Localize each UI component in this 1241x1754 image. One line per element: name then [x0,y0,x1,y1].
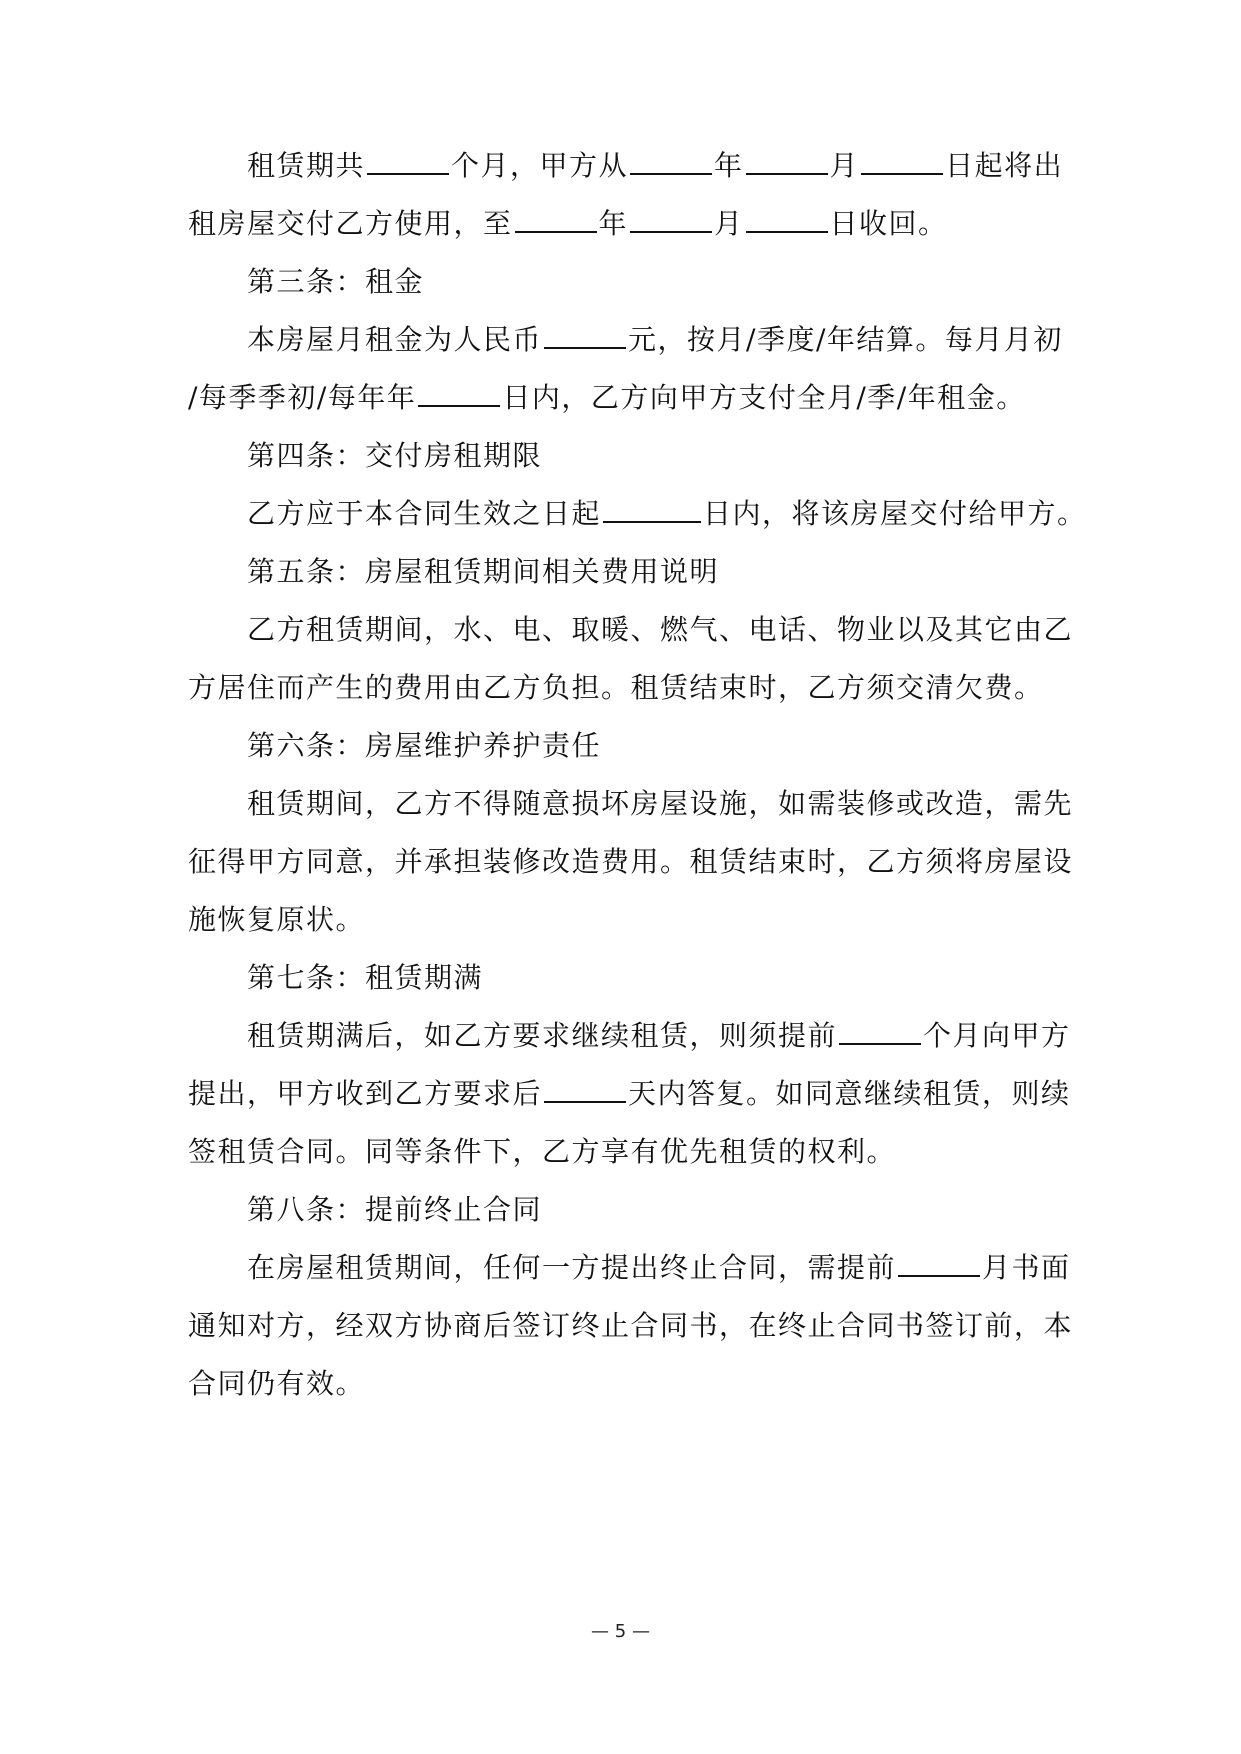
paragraph-lease-term-line-2 [188,204,948,244]
text-segment: 个月，甲方从 [451,149,629,182]
paragraph-maintenance-line-3: 施恢复原状。 [188,903,366,936]
article-3-heading: 第三条：租金 [247,265,425,298]
paragraph-maintenance-line-2: 征得甲方同意，并承担装修改造费用。租赁结束时，乙方须将房屋设 [188,845,1074,878]
text-segment: 日起将出 [945,149,1064,182]
text-segment: 月 [829,149,860,182]
blank-field[interactable] [839,1017,921,1045]
blank-field[interactable] [544,321,626,349]
paragraph-expenses-line-1: 乙方租赁期间，水、电、取暖、燃气、电话、物业以及其它由乙 [247,613,1074,646]
article-5-heading: 第五条：房屋租赁期间相关费用说明 [247,555,720,588]
blank-field[interactable] [418,379,500,407]
text-segment: 在房屋租赁期间，任何一方提出终止合同，需提前 [247,1251,897,1284]
blank-field[interactable] [603,495,701,523]
paragraph-expiry-line-1 [247,1016,1071,1056]
text-segment: /每季季初/每年年 [188,381,417,414]
blank-field[interactable] [544,1075,626,1103]
paragraph-maintenance-line-1: 租赁期间，乙方不得随意损坏房屋设施，如需装修或改造，需先 [247,787,1074,820]
paragraph-expiry-line-2 [188,1074,1071,1114]
paragraph-rent-line-1 [247,320,1063,360]
paragraph-expiry-line-3: 签租赁合同。同等条件下，乙方享有优先租赁的权利。 [188,1135,897,1168]
text-segment: 乙方应于本合同生效之日起 [247,497,602,530]
text-segment: 月书面 [982,1251,1071,1284]
article-7-heading: 第七条：租赁期满 [247,961,484,994]
paragraph-lease-term-line-1 [247,146,1063,186]
text-segment: 个月向甲方 [923,1019,1071,1052]
text-segment: 日内，乙方向甲方支付全月/季/年租金。 [502,381,1026,414]
paragraph-rent-line-2 [188,378,1026,418]
article-6-heading: 第六条：房屋维护养护责任 [247,729,602,762]
text-segment: 日内，将该房屋交付给甲方。 [703,497,1087,530]
paragraph-termination-line-3: 合同仍有效。 [188,1367,366,1400]
blank-field[interactable] [746,205,828,233]
paragraph-delivery-line-1 [247,494,1087,534]
paragraph-expenses-line-2: 方居住而产生的费用由乙方负担。租赁结束时，乙方须交清欠费。 [188,671,1044,704]
blank-field[interactable] [630,205,712,233]
text-segment: 日收回。 [829,207,948,240]
blank-field[interactable] [367,147,449,175]
text-segment: 租赁期共 [247,149,366,182]
article-8-heading: 第八条：提前终止合同 [247,1193,543,1226]
text-segment: 提出，甲方收到乙方要求后 [188,1077,543,1110]
paragraph-termination-line-2: 通知对方，经双方协商后签订终止合同书，在终止合同书签订前，本 [188,1309,1074,1342]
text-segment: 年 [714,149,744,182]
blank-field[interactable] [898,1249,980,1277]
text-segment: 租赁期满后，如乙方要求继续租赁，则须提前 [247,1019,838,1052]
page-number: — 5 — [591,1621,650,1642]
blank-field[interactable] [746,147,828,175]
paragraph-termination-line-1 [247,1248,1071,1288]
article-4-heading: 第四条：交付房租期限 [247,439,543,472]
text-segment: 本房屋月租金为人民币 [247,323,543,356]
text-segment: 租房屋交付乙方使用，至 [188,207,513,240]
text-segment: 元，按月/季度/年结算。每月月初 [628,323,1063,356]
blank-field[interactable] [630,147,712,175]
blank-field[interactable] [861,147,943,175]
text-segment: 年 [598,207,629,240]
text-segment: 天内答复。如同意继续租赁，则续 [628,1077,1071,1110]
blank-field[interactable] [515,205,597,233]
text-segment: 月 [714,207,744,240]
